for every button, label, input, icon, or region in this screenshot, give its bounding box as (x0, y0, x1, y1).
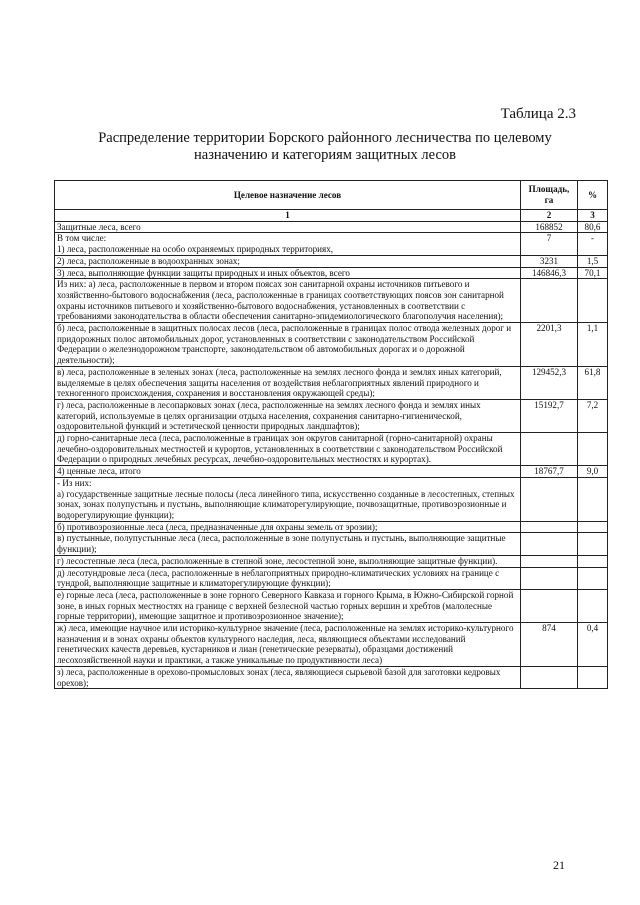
purpose-cell: ж) леса, имеющие научное или историко-культурное значение (леса, расположенные на землях историко-культурного назначения и в зонах охраны объектов культурного наследия, леса, являющиеся объектами исследований генетических качеств деревьев, кустарников и лиан (генетические резерваты), образцами достижений лесохозяйственной науки и практики, а также уникальные по продуктивности леса) (55, 623, 521, 667)
percent-cell: 1,1 (578, 323, 608, 367)
column-index-row (55, 210, 608, 222)
index-cell-3: 3 (578, 210, 608, 222)
area-cell: 168852 (521, 221, 578, 233)
purpose-cell: В том числе: 1) леса, расположенные на особо охраняемых природных территориях, (55, 233, 521, 255)
purpose-cell: д) лесотундровые леса (леса, расположенные в неблагоприятных природно-климатических условиях на границе с тундрой, выполняющие защитные и климаторегулирующие функции); (55, 567, 521, 589)
table-row (55, 433, 608, 466)
area-cell (521, 521, 578, 533)
header-purpose: Целевое назначение лесов (55, 181, 521, 210)
area-cell (521, 567, 578, 589)
area-cell (521, 477, 578, 521)
area-cell (521, 555, 578, 567)
table-row (55, 567, 608, 589)
table-row (55, 255, 608, 267)
percent-cell (578, 589, 608, 622)
percent-cell: 9,0 (578, 466, 608, 478)
area-cell: 129452,3 (521, 366, 578, 399)
header-percent: % (578, 181, 608, 210)
table-row (55, 267, 608, 279)
header-area-line2: га (544, 195, 554, 205)
purpose-cell: 3) леса, выполняющие функции защиты природных и иных объектов, всего (55, 267, 521, 279)
area-cell (521, 589, 578, 622)
percent-cell (578, 433, 608, 466)
table-row (55, 221, 608, 233)
table-caption-label: Таблица 2.3 (500, 106, 576, 122)
area-cell: 3231 (521, 255, 578, 267)
table-row (55, 366, 608, 399)
table-row (55, 323, 608, 367)
area-cell: 18767,7 (521, 466, 578, 478)
area-cell: 146846,3 (521, 267, 578, 279)
table-row (55, 466, 608, 478)
table-row (55, 279, 608, 323)
percent-cell (578, 666, 608, 688)
area-cell: 2201,3 (521, 323, 578, 367)
purpose-cell: - Из них: а) государственные защитные лесные полосы (леса линейного типа, искусственно созданные в лесостепных, степных зонах, зонах полупустынь и пустынь, выполняющие климаторегулирующие, почвозащитные, противоэрозионные и водорегулирующие функции); (55, 477, 521, 521)
percent-cell: 61,8 (578, 366, 608, 399)
area-cell (521, 533, 578, 555)
percent-cell (578, 555, 608, 567)
percent-cell: - (578, 233, 608, 255)
percent-cell: 80,6 (578, 221, 608, 233)
index-cell-2: 2 (521, 210, 578, 222)
purpose-cell: в) пустынные, полупустынные леса (леса, расположенные в зоне полупустынь и пустынь, выполняющие защитные функции); (55, 533, 521, 555)
purpose-cell: 4) ценные леса, итого (55, 466, 521, 478)
table-row (55, 399, 608, 432)
page-number: 21 (553, 858, 565, 872)
area-cell: 7 (521, 233, 578, 255)
percent-cell: 7,2 (578, 399, 608, 432)
percent-cell: 0,4 (578, 623, 608, 667)
table-row (55, 233, 608, 255)
table-row (55, 623, 608, 667)
purpose-cell: з) леса, расположенные в орехово-промысловых зонах (леса, являющиеся сырьевой базой для заготовки кедровых орехов); (55, 666, 521, 688)
purpose-cell: г) леса, расположенные в лесопарковых зонах (леса, расположенные на землях лесного фонда и землях иных категорий, используемые в целях организации отдыха населения, сохранения санитарно-гигиенической, оздоровительной функций и эстетической ценности природных ландшафтов); (55, 399, 521, 432)
purpose-cell: б) противоэрозионные леса (леса, предназначенные для охраны земель от эрозии); (55, 521, 521, 533)
area-cell (521, 666, 578, 688)
table-row (55, 666, 608, 688)
purpose-cell: Защитные леса, всего (55, 221, 521, 233)
percent-cell: 70,1 (578, 267, 608, 279)
percent-cell (578, 521, 608, 533)
table-row (55, 589, 608, 622)
table-title (60, 130, 590, 164)
area-cell: 15192,7 (521, 399, 578, 432)
header-area (521, 181, 578, 210)
table-row (55, 477, 608, 521)
table-row (55, 555, 608, 567)
purpose-cell: 2) леса, расположенные в водоохранных зонах; (55, 255, 521, 267)
percent-cell: 1,5 (578, 255, 608, 267)
percent-cell (578, 279, 608, 323)
purpose-cell: Из них: а) леса, расположенные в первом и втором поясах зон санитарной охраны источников питьевого и хозяйственно-бытового водоснабжения (леса, расположенные в границах соответствующих поясов зон санитарной охраны источников питьевого и хозяйственно-бытового водоснабжения, установленных в соответствии с требованиями законодательства в области обеспечения санитарно-эпидемиологического благополучия населения); (55, 279, 521, 323)
title-line-1: Распределение территории Борского районного лесничества по целевому (98, 130, 552, 146)
purpose-cell: е) горные леса (леса, расположенные в зоне горного Северного Кавказа и горного Крыма, в Южно-Сибирской горной зоне, в иных горных местностях на границе с верхней безлесной частью горных вершин и хребтов (малолесные горные территории), имеющие защитное и противоэрозионное значение); (55, 589, 521, 622)
percent-cell (578, 567, 608, 589)
area-cell: 874 (521, 623, 578, 667)
table-row (55, 521, 608, 533)
purpose-cell: в) леса, расположенные в зеленых зонах (леса, расположенные на землях лесного фонда и землях иных категорий, выделяемые в целях обеспечения защиты населения от воздействия неблагоприятных явлений природного и техногенного происхождения, сохранения и восстановления окружающей среды); (55, 366, 521, 399)
area-cell (521, 433, 578, 466)
header-area-line1: Площадь, (528, 184, 570, 195)
forest-distribution-table (54, 180, 608, 689)
table-body (55, 210, 608, 689)
area-cell (521, 279, 578, 323)
table-header-row (55, 181, 608, 210)
percent-cell (578, 477, 608, 521)
purpose-cell: г) лесостепные леса (леса, расположенные в степной зоне, лесостепной зоне, выполняющие защитные функции). (55, 555, 521, 567)
table-row (55, 533, 608, 555)
percent-cell (578, 533, 608, 555)
purpose-cell: д) горно-санитарные леса (леса, расположенные в границах зон округов санитарной (горно-санитарной) охраны лечебно-оздоровительных местностей и курортов, установленных в соответствии с законодательством Российской Федерации о природных лечебных ресурсах, лечебно-оздоровительных местностях и курортах). (55, 433, 521, 466)
index-cell-1: 1 (55, 210, 521, 222)
title-line-2: назначению и категориям защитных лесов (194, 147, 456, 163)
purpose-cell: б) леса, расположенные в защитных полосах лесов (леса, расположенные в границах полос отвода железных дорог и придорожных полос автомобильных дорог, установленных в соответствии с законодательством Российской Федерации о железнодорожном транспорте, законодательством об автомобильных дорогах и о дорожной деятельности); (55, 323, 521, 367)
